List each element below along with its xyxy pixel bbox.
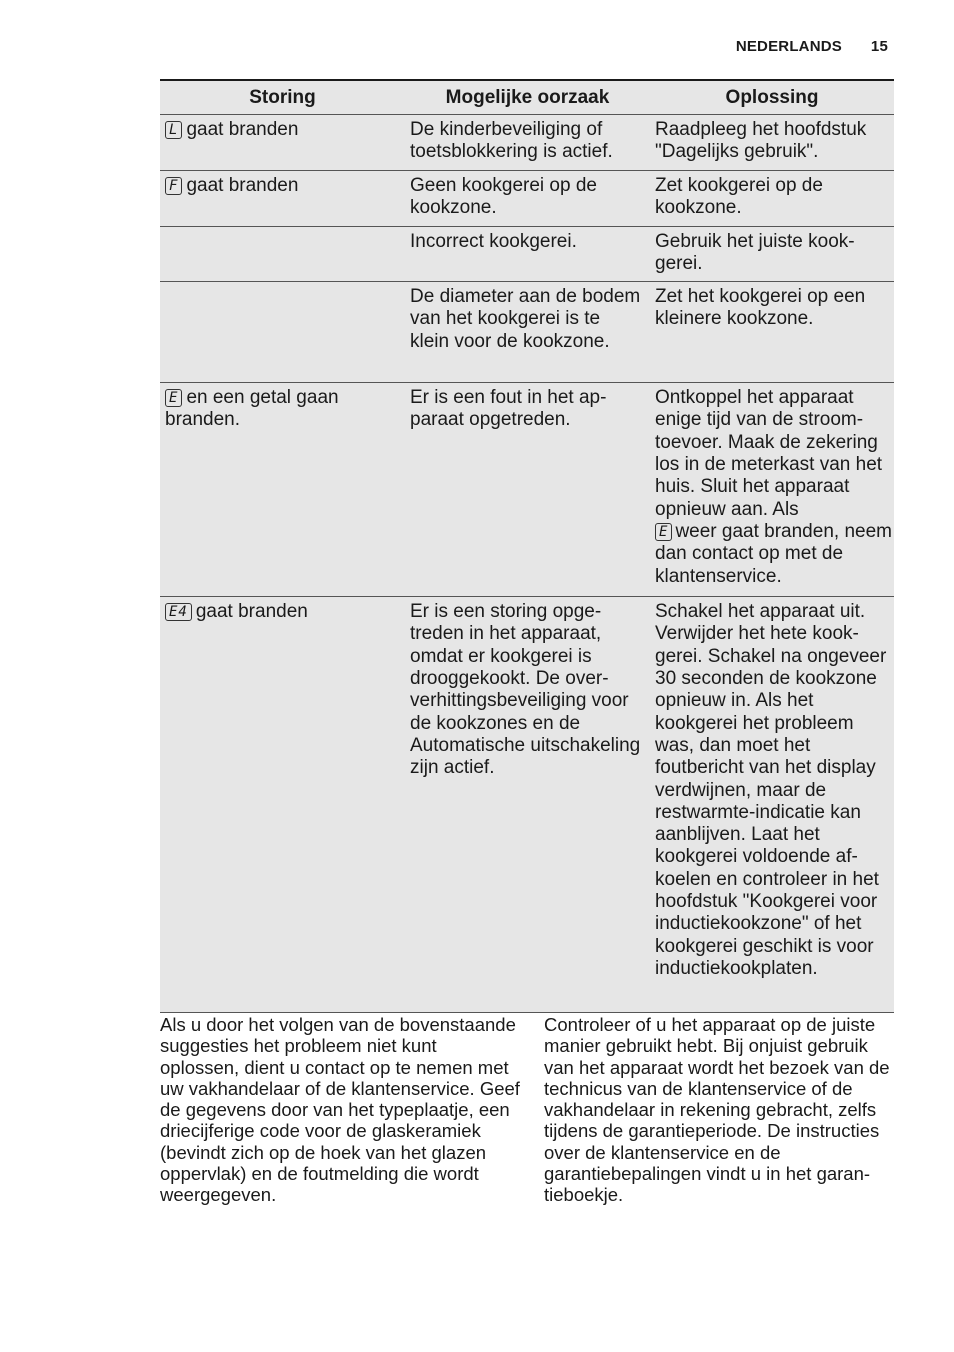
display-symbol-icon: E <box>165 389 182 407</box>
fault-cell <box>160 170 405 226</box>
table-row <box>160 383 894 597</box>
fault-cell <box>160 383 405 597</box>
page-number: 15 <box>870 38 888 55</box>
table-row <box>160 170 894 226</box>
solution-cell: Schakel het apparaat uit. Verwijder het hete kookgerei. Schakel na ongeveer 30 seconden de kookzone opnieuw in. Als het kookgerei het probleem was, dan moet het foutbericht van het display verdwijnen, maar de restwarmte-indicatie kan aanblijven. Laat het kookgerei voldoende afkoelen en controleer in het hoofdstuk "Kookgerei voor inductiekookzone" of het kookgerei geschikt is voor inductiekookplaten. <box>650 597 894 1013</box>
fault-cell <box>160 597 405 1013</box>
display-symbol-icon: E <box>655 523 672 541</box>
table-row <box>160 597 894 1013</box>
solution-cell <box>650 383 894 597</box>
fault-cell <box>160 115 405 171</box>
solution-cell: Zet kookgerei op de kookzone. <box>650 170 894 226</box>
table-row <box>160 226 894 282</box>
solution-text-after: weer gaat branden, neem dan contact op met de klantenservice. <box>655 520 892 587</box>
cause-cell: Incorrect kookgerei. <box>405 226 650 282</box>
cause-cell: De kinderbeveiliging of toetsblokkering is actief. <box>405 115 650 171</box>
table-header-row <box>160 80 894 115</box>
fault-cell <box>160 226 405 282</box>
cause-cell: Geen kookgerei op de kookzone. <box>405 170 650 226</box>
table-row <box>160 282 894 383</box>
fault-text: en een getal gaan branden. <box>165 387 339 431</box>
footer-paragraph-right: Controleer of u het apparaat op de juiste manier gebruikt hebt. Bij onjuist gebruik van het apparaat wordt het bezoek van de technicus van de klantenservice of de vakhandelaar in rekening gebracht, zelfs tijdens de garantieperiode. De instructies over de klantenservice en de garantiebepalingen vindt u in het garantieboekje. <box>544 1014 890 1206</box>
solution-cell: Gebruik het juiste kookgerei. <box>650 226 894 282</box>
column-header-fault: Storing <box>160 80 405 115</box>
fault-text: gaat branden <box>186 174 299 196</box>
display-symbol-icon: E4 <box>165 603 192 621</box>
fault-cell <box>160 282 405 383</box>
column-header-solution: Oplossing <box>650 80 894 115</box>
display-symbol-icon: F <box>165 177 182 195</box>
cause-cell: Er is een storing opgetreden in het apparaat, omdat er kookgerei is drooggekookt. De oververhittingsbeveiliging voor de kookzones en de Automatische uitschakeling zijn actief. <box>405 597 650 1013</box>
display-symbol-icon: L <box>165 121 182 139</box>
footer-paragraph-left: Als u door het volgen van de bovenstaande suggesties het probleem niet kunt oplossen, dient u contact op te nemen met uw vakhandelaar of de klantenservice. Geef de gegevens door van het typeplaatje, een driecijferige code voor de glaskeramiek (bevindt zich op de hoek van het glazen oppervlak) en de foutmelding die wordt weergegeven. <box>160 1014 520 1206</box>
fault-text: gaat branden <box>186 119 299 140</box>
solution-cell: Zet het kookgerei op een kleinere kookzone. <box>650 282 894 383</box>
page-header <box>0 38 954 58</box>
solution-cell: Raadpleeg het hoofdstuk "Dagelijks gebruik". <box>650 115 894 171</box>
troubleshooting-table <box>160 79 894 1013</box>
cause-cell: Er is een fout in het apparaat opgetreden. <box>405 383 650 597</box>
table-row <box>160 115 894 171</box>
fault-text: gaat branden <box>195 601 308 623</box>
column-header-cause: Mogelijke oorzaak <box>405 80 650 115</box>
solution-text-before: Ontkoppel het apparaat enige tijd van de stroomtoevoer. Maak de zekering los in de meterkast van het huis. Sluit het apparaat opnieuw aan. Als <box>655 387 883 520</box>
cause-cell: De diameter aan de bodem van het kookgerei is te klein voor de kookzone. <box>405 282 650 383</box>
language-label: NEDERLANDS <box>735 38 842 55</box>
